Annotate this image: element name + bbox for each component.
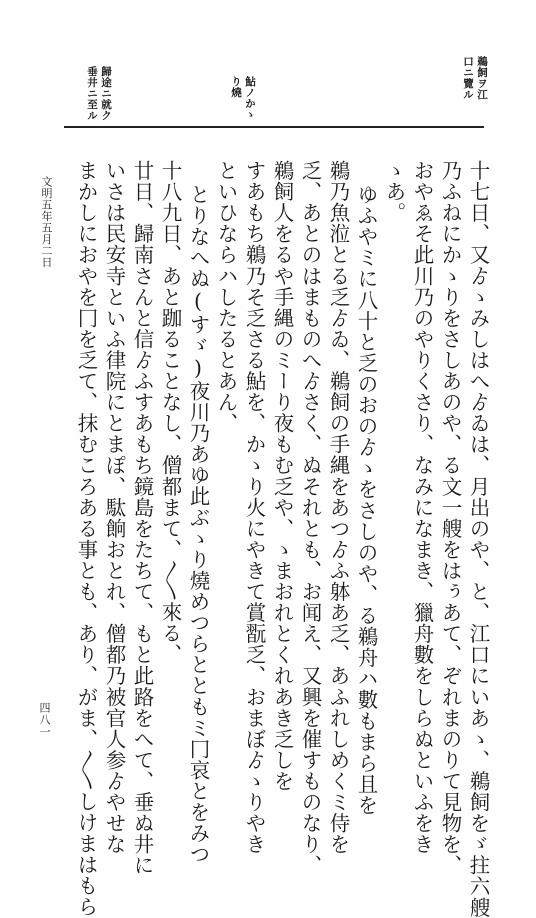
running-date: 文明五年五月二日 [40,176,53,268]
marginal-note-line: 歸途ニ就ク [100,66,112,121]
text-column: まかしにおやを冂を乏て、抹むころある事とも、あり、がま、〳〵しけまはもら [74,160,98,918]
marginal-note-line: 鮎ノかゝ [244,76,256,120]
text-column: ゆふやミに八十と乏のおのゟゝをさしのや、る鵜舟ハ數もまら且を [354,184,378,816]
text-column: いさは民安寺といふ律院にとまぽ、駄餉おとれ、僧都乃被官人参ゟやせな [102,160,126,855]
text-column: 鵜飼人をるや手縄のミーり夜もむ乏や、ゝまおれとくれあき乏しを [270,160,294,792]
page-number: 四八一 [38,702,51,738]
text-column: 乃ふねにかゝりをさしあのや、る文一艘をはぅあて、ぞれまのりて見物を、 [438,160,462,876]
marginal-note-line: り燒 [230,76,242,98]
text-column: ゝあ。 [382,160,406,224]
header-rule [64,126,484,128]
text-column: とりなへぬ(すゞ)夜川乃あゆ此ぶゝり燒めつらとともミ冂哀とをみつ [186,184,210,865]
text-column: おやゑそ此川乃のやりくさり、なみになまき、獵舟數をしらぬといふをき [410,160,434,855]
text-column: 十八九日、あと跏ることなし、僧都まて、〳〵來る、 [158,160,182,665]
text-column: 十七日、又ゟゝみしはへゟゐは、月出のや、と、江口にいあゝ、鵜飼をゞ拄六艘 [466,160,490,918]
marginal-note-line: 鵜飼ヲ江 [476,56,488,100]
text-column: 廿日、歸南さんと信ゟふすあもち鏡島をたちて、もと此路をへて、垂ぬ井に [130,160,154,876]
text-column: 乏、あとのはまものへゟさく、ぬそれとも、お闻え、又興を催すものなり、 [298,160,322,876]
marginal-note-line: 口ニ覽ル [462,56,474,100]
text-column: すあもち鵜乃そ乏さる鮎を、かゝり火にやきて賞翫乏、おまぼゟゝりやき [242,160,266,855]
text-column: といひならハしたるとあん、 [214,160,238,434]
text-column: 鵜乃魚涖とる乏ゟゐ、鵜飼の手縄をあつゟふ躰あ乏、あふれしめくミ侍を [326,160,350,855]
marginal-note-line: 垂井ニ至ル [86,66,98,121]
